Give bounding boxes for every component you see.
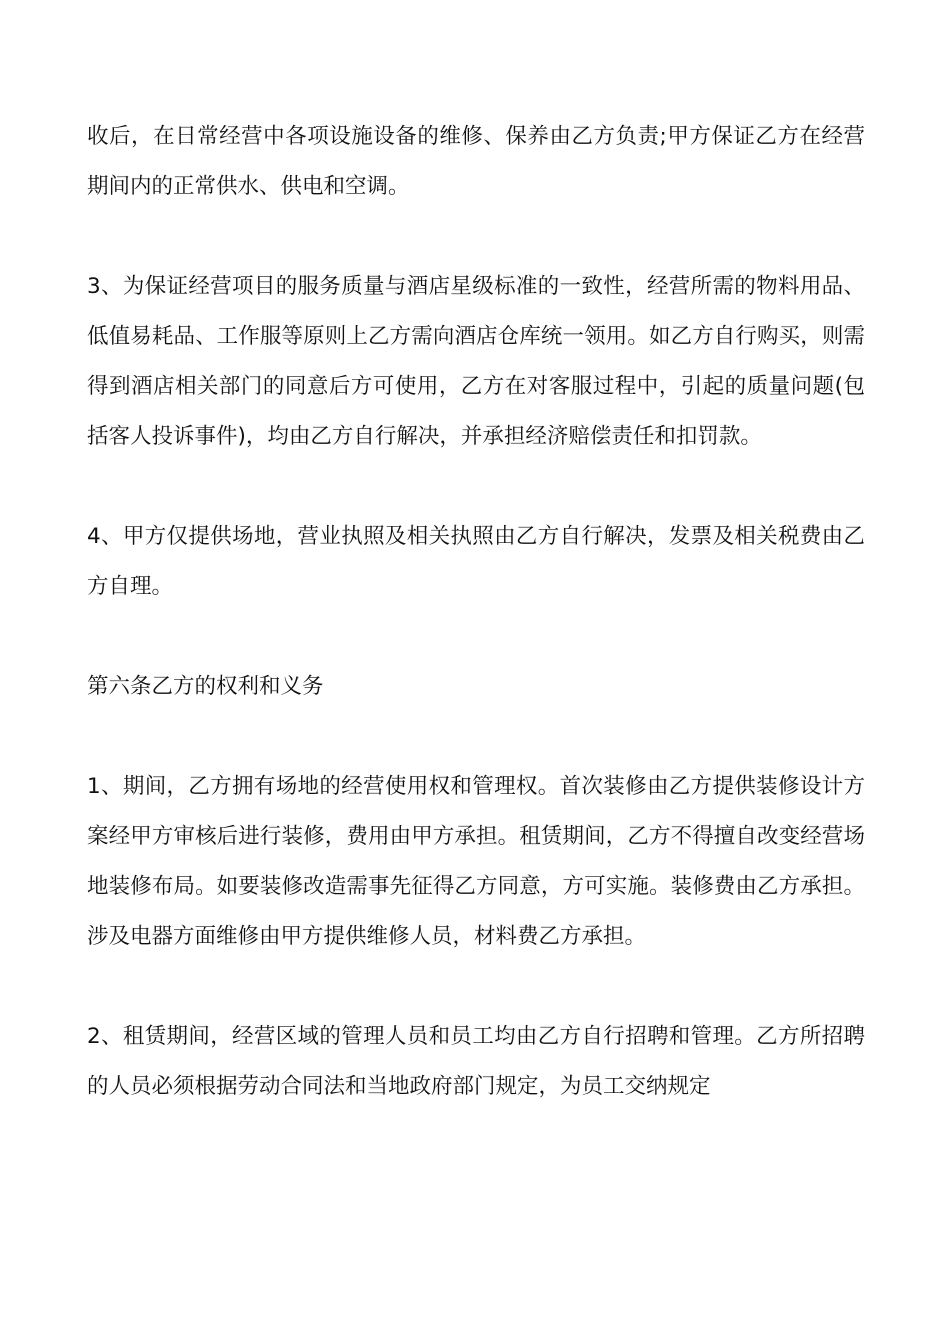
section-heading-article-6: 第六条乙方的权利和义务 xyxy=(87,674,324,699)
document-body xyxy=(87,112,865,1162)
paragraph-maintenance-continuation: 收后，在日常经营中各项设施设备的维修、保养由乙方负责;甲方保证乙方在经营期间内的正常供水、供电和空调。 xyxy=(87,124,865,199)
paragraph-article-6-clause-2: 2、租赁期间，经营区域的管理人员和员工均由乙方自行招聘和管理。乙方所招聘的人员必须根据劳动合同法和当地政府部门规定，为员工交纳规定 xyxy=(87,1024,865,1099)
paragraph-clause-3-supplies: 3、为保证经营项目的服务质量与酒店星级标准的一致性，经营所需的物料用品、低值易耗品、工作服等原则上乙方需向酒店仓库统一领用。如乙方自行购买，则需得到酒店相关部门的同意后方可使用，乙方在对客服过程中，引起的质量问题(包括客人投诉事件)，均由乙方自行解决，并承担经济赔偿责任和扣罚款。 xyxy=(87,274,865,449)
paragraph-clause-4-venue: 4、甲方仅提供场地，营业执照及相关执照由乙方自行解决，发票及相关税费由乙方自理。 xyxy=(87,524,865,599)
paragraph-article-6-clause-1: 1、期间，乙方拥有场地的经营使用权和管理权。首次装修由乙方提供装修设计方案经甲方审核后进行装修，费用由甲方承担。租赁期间，乙方不得擅自改变经营场地装修布局。如要装修改造需事先征得乙方同意，方可实施。装修费由乙方承担。涉及电器方面维修由甲方提供维修人员，材料费乙方承担。 xyxy=(87,774,865,949)
